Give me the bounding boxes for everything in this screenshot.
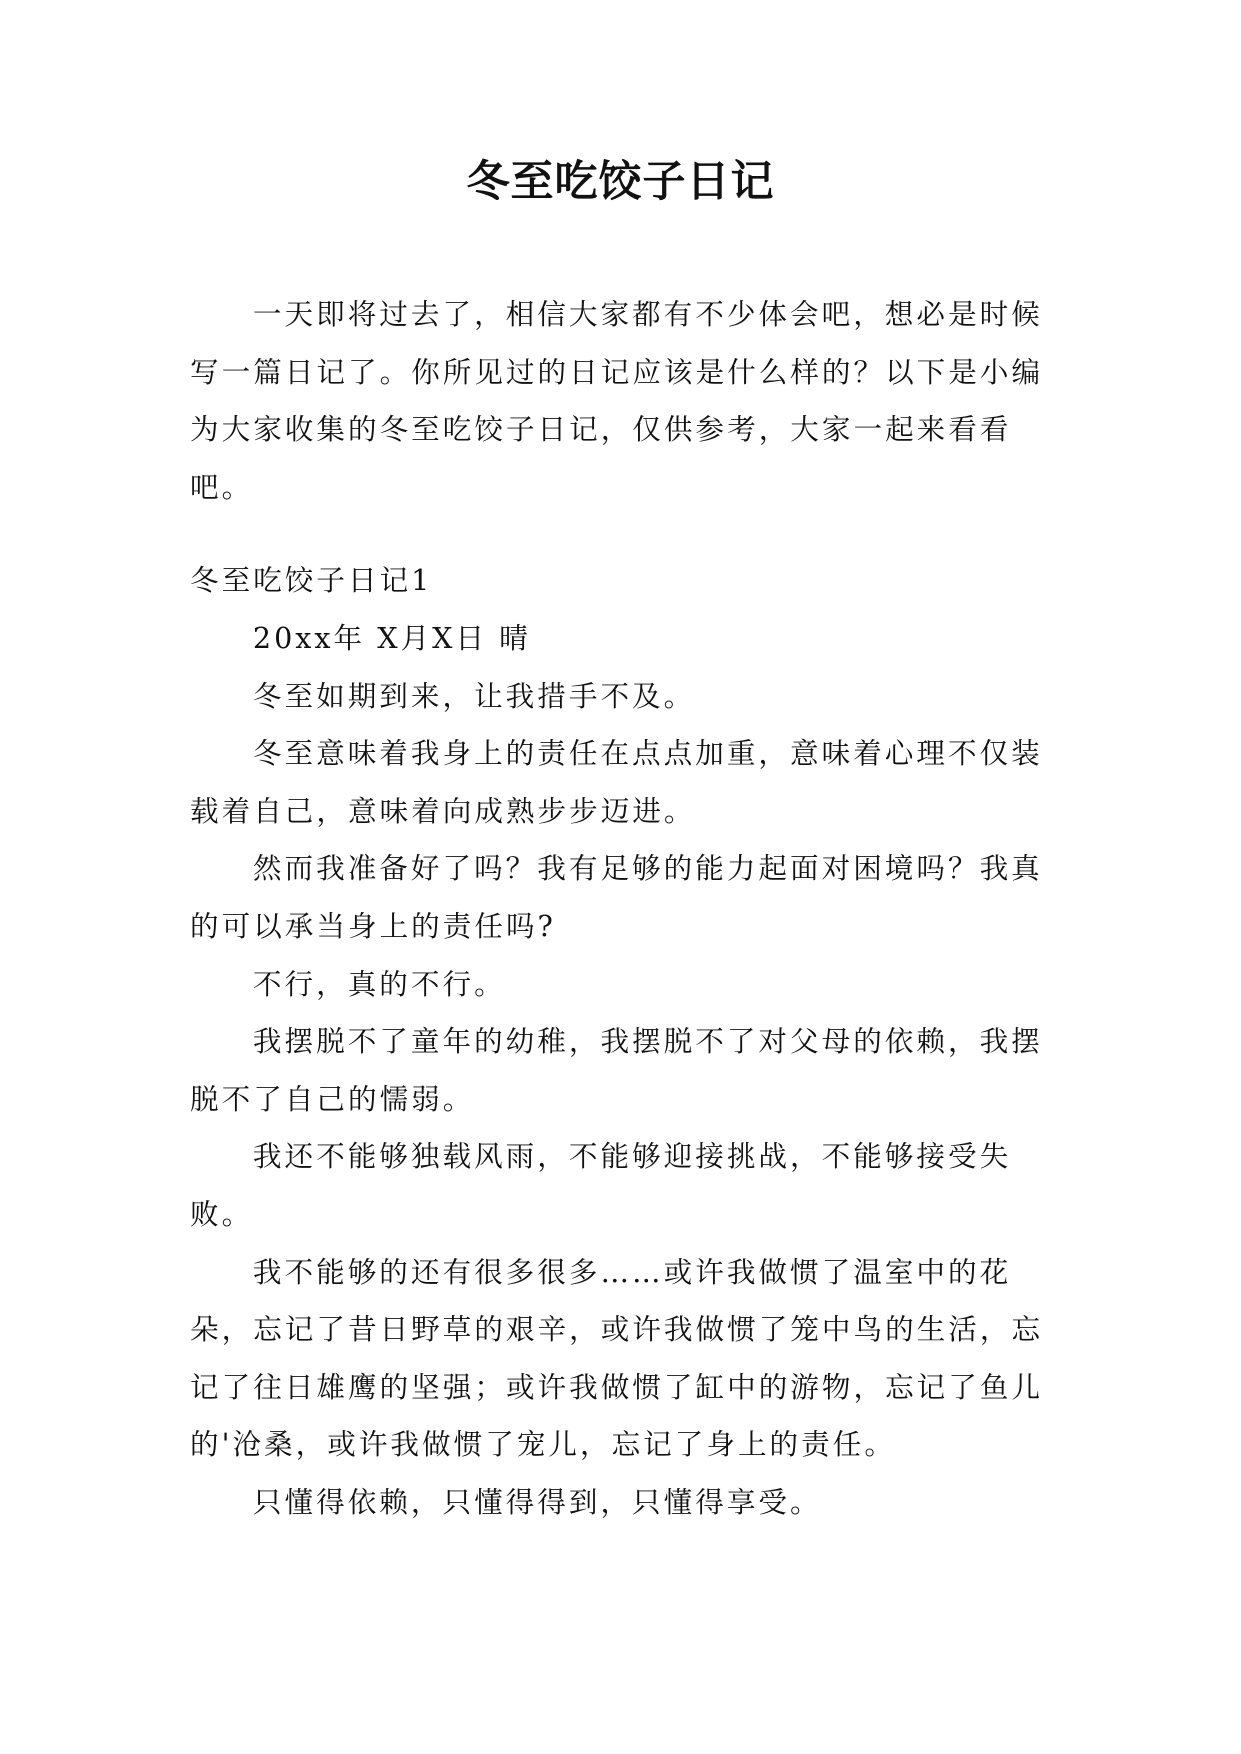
paragraph: 冬至如期到来，让我措手不及。: [252, 678, 696, 713]
paragraph: 不行，真的不行。: [252, 966, 506, 1001]
date-line: 20xx年 X月X日 晴: [252, 620, 531, 655]
paragraph: 冬至意味着我身上的责任在点点加重，意味着心理不仅装载着自己，意味着向成熟步步迈进。: [190, 736, 1043, 828]
section-heading: 冬至吃饺子日记1: [190, 563, 433, 598]
paragraph: 我还不能够独载风雨，不能够迎接挑战，不能够接受失败。: [190, 1139, 1012, 1231]
paragraph: 我不能够的还有很多很多……或许我做惯了温室中的花朵，忘记了昔日野草的艰辛，或许我做惯了笼中鸟的生活，忘记了往日雄鹰的坚强；或许我做惯了缸中的游物，忘记了鱼儿的'沧桑，或许我做惯了宠儿，忘记了身上的责任。: [190, 1254, 1044, 1462]
section-spacer: [190, 516, 1050, 552]
document-body: [190, 286, 1050, 1531]
paragraph: 我摆脱不了童年的幼稚，我摆脱不了对父母的依赖，我摆脱不了自己的懦弱。: [190, 1024, 1043, 1116]
document-title: 冬至吃饺子日记: [466, 157, 775, 207]
paragraph: 只懂得依赖，只懂得得到，只懂得享受。: [252, 1484, 822, 1519]
paragraph: 然而我准备好了吗？我有足够的能力起面对困境吗？我真的可以承当身上的责任吗?: [190, 851, 1043, 943]
intro-paragraph: 一天即将过去了，相信大家都有不少体会吧，想必是时候写一篇日记了。你所见过的日记应该是什么样的？以下是小编为大家收集的冬至吃饺子日记，仅供参考，大家一起来看看吧。: [190, 297, 1044, 504]
